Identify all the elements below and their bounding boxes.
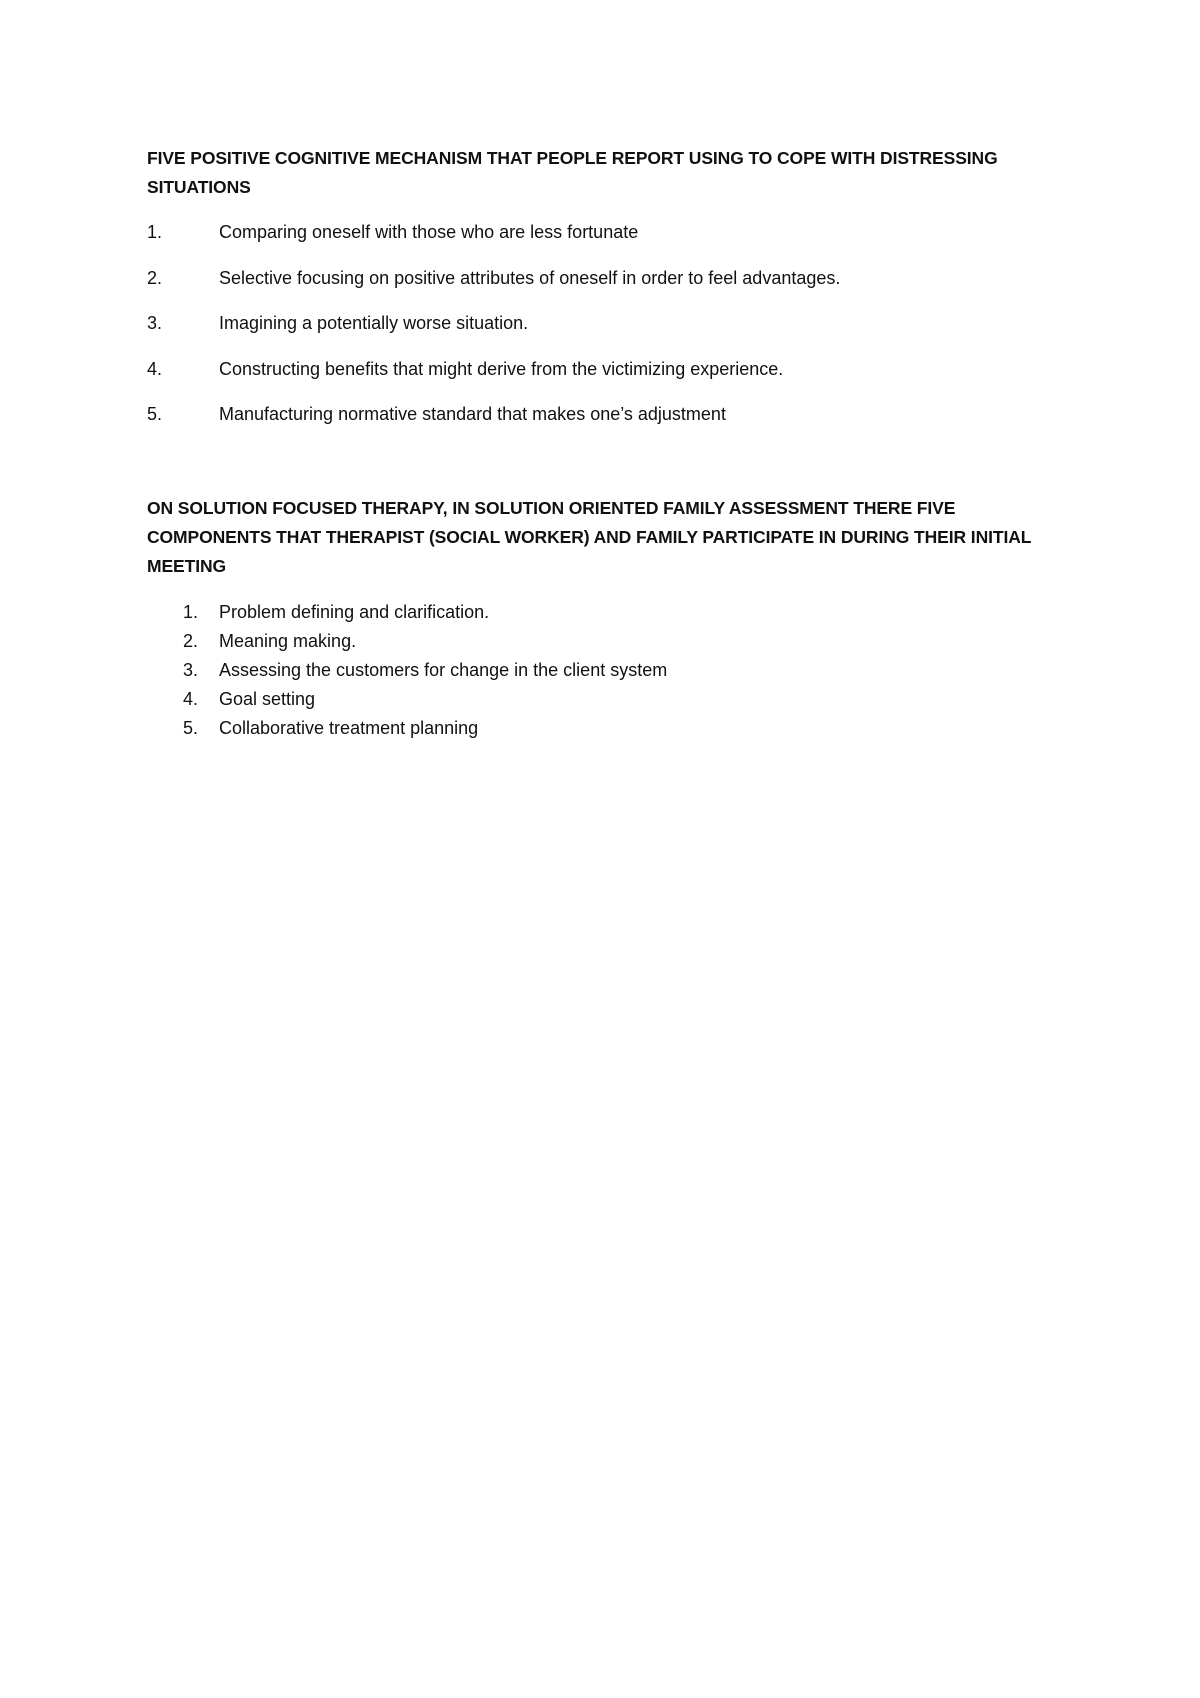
list-item-text: Selective focusing on positive attributes of oneself in order to feel advantages. — [219, 267, 841, 288]
list-item-number: 2. — [147, 267, 163, 288]
list-item-number: 2. — [183, 631, 199, 651]
list-item-text: Problem defining and clarification. — [219, 602, 490, 622]
section-2-heading: ON SOLUTION FOCUSED THERAPY, IN SOLUTION ORIENTED FAMILY ASSESSMENT THERE FIVE COMPONENTS THAT THERAPIST (SOCIAL WORKER) AND FAMILY PARTICIPATE IN DURING THEIR INITIAL MEETING — [147, 498, 1032, 576]
list-item-text: Goal setting — [219, 689, 316, 709]
list-item-number: 5. — [183, 718, 199, 738]
list-item-number: 5. — [147, 404, 163, 424]
list-item-number: 1. — [147, 222, 163, 242]
list-item-number: 4. — [183, 689, 199, 709]
list-item-text: Collaborative treatment planning — [219, 718, 479, 738]
list-item-number: 3. — [147, 313, 163, 333]
list-item-number: 3. — [183, 660, 199, 680]
list-item-text: Manufacturing normative standard that makes one’s adjustment — [219, 404, 726, 424]
list-item-text: Imagining a potentially worse situation. — [219, 313, 529, 333]
section-1-heading: FIVE POSITIVE COGNITIVE MECHANISM THAT PEOPLE REPORT USING TO COPE WITH DISTRESSING SITUATIONS — [147, 148, 998, 197]
list-item-number: 1. — [183, 602, 199, 622]
list-item-text: Assessing the customers for change in the client system — [219, 660, 668, 680]
list-item-text: Constructing benefits that might derive from the victimizing experience. — [219, 358, 784, 379]
list-item-number: 4. — [147, 358, 163, 379]
list-item-text: Comparing oneself with those who are less fortunate — [219, 222, 639, 242]
list-item-text: Meaning making. — [219, 631, 357, 651]
